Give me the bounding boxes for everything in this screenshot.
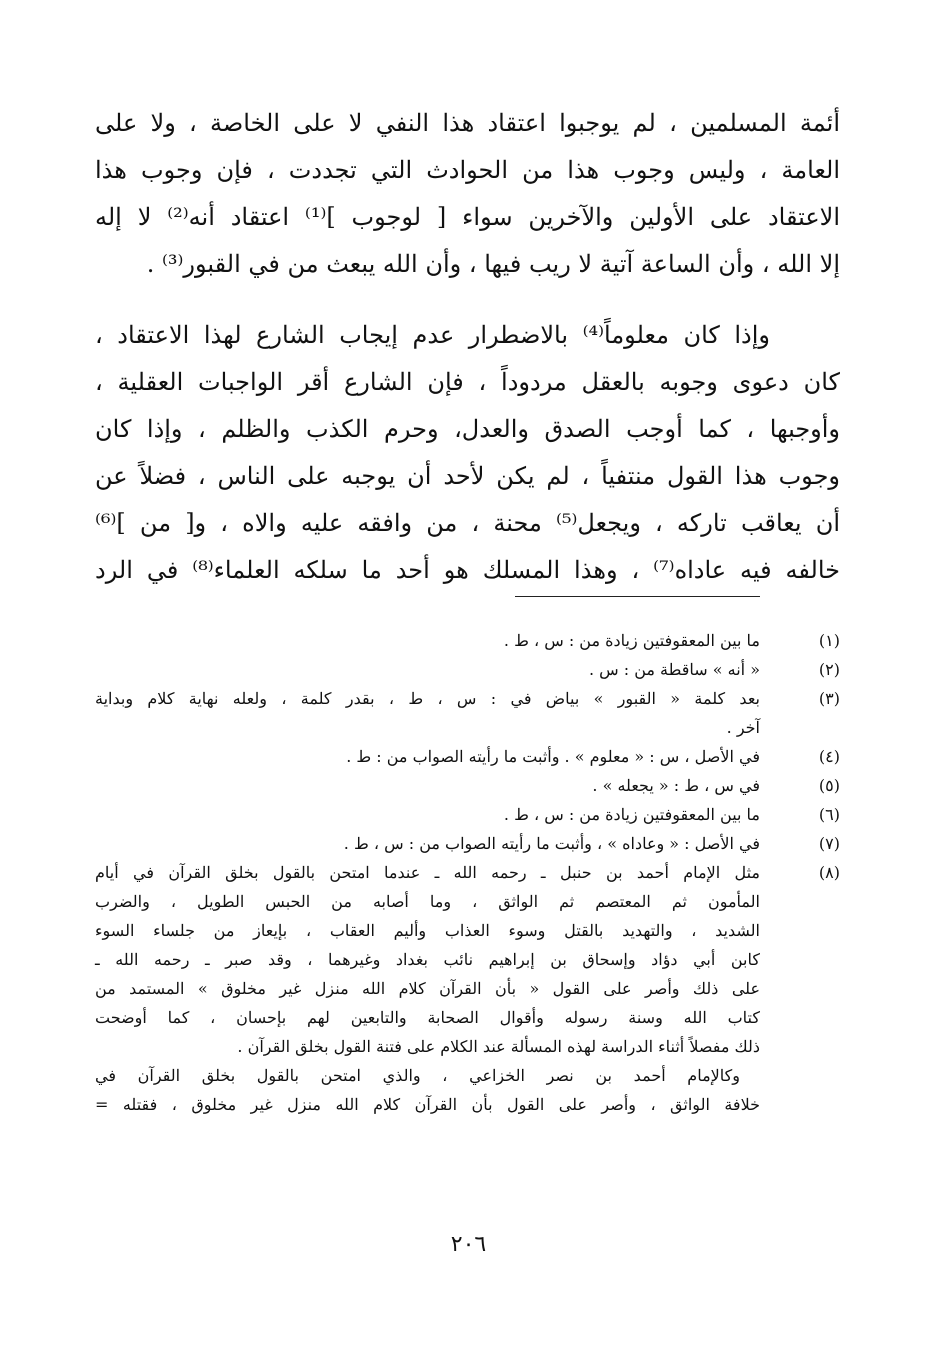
footnote-line: كابن أبي دؤاد وإسحاق بن إبراهيم نائب بغداد وغيرهما ، وقد صبر ـ رحمه الله ـ <box>95 950 760 969</box>
text-line: خالفه فيه عاداه⁽⁷⁾ ، وهذا المسلك هو أحد ما سلكه العلماء⁽⁸⁾ في الرد <box>95 556 841 584</box>
paragraph-1 <box>95 100 840 288</box>
footnote-6 <box>95 800 840 829</box>
footnote-number: (٤) <box>818 747 840 766</box>
footnote-number: (٣) <box>818 689 840 708</box>
text-line: العامة ، وليس وجوب هذا من الحوادث التي تجددت ، فإن وجوب هذا <box>95 156 840 184</box>
page-number: ٢٠٦ <box>450 1232 487 1257</box>
footnote-8 <box>95 858 840 1061</box>
footnote-body <box>95 829 760 858</box>
footnote-number: (٦) <box>818 805 840 824</box>
text-line: وأوجبها ، كما أوجب الصدق والعدل، وحرم الكذب والظلم ، وإذا كان <box>95 415 840 443</box>
footnote-line: الشديد ، والتهديد بالقتل وسوء العذاب وأليم العقاب ، بإيعاز من جلساء السوء <box>95 921 760 940</box>
footnote-body <box>95 800 760 829</box>
footnote-line: مثل الإمام أحمد بن حنبل ـ رحمه الله ـ عندما امتحن بالقول بخلق القرآن في أيام <box>95 863 760 882</box>
footnote-2 <box>95 655 840 684</box>
footnote-number: (١) <box>818 631 840 650</box>
text-line: إلا الله ، وأن الساعة آتية لا ريب فيها ، وأن الله يبعث من في القبور⁽³⁾ . <box>146 250 840 278</box>
footnote-line: في الأصل : « وعاداه » ، وأثبت ما رأيته الصواب من : س ، ط . <box>343 834 760 853</box>
footnote-body <box>95 771 760 800</box>
footnote-8-continuation <box>95 1061 760 1119</box>
footnote-3 <box>95 684 840 742</box>
main-text <box>95 100 840 594</box>
footnote-line: المأمون ثم المعتصم ثم الواثق ، وما أصابه من الحبس الطويل ، والضرب <box>95 892 760 911</box>
footnote-line: خلافة الواثق ، وأصر على القول بأن القرآن كلام الله منزل غير مخلوق ، فقتله = <box>95 1095 760 1114</box>
footnote-body <box>95 655 760 684</box>
footnote-number: (٥) <box>818 776 840 795</box>
footnote-line: كتاب الله وسنة رسوله وأقوال الصحابة والتابعين لهم بإحسان ، كما أوضحت <box>95 1008 760 1027</box>
footnote-4 <box>95 742 840 771</box>
footnote-number: (٧) <box>818 834 840 853</box>
footnote-line: ما بين المعقوفتين زيادة من : س ، ط . <box>503 631 760 650</box>
footnote-divider <box>515 596 760 597</box>
paragraph-gap <box>95 288 840 312</box>
text-line: وإذا كان معلوماً⁽⁴⁾ بالاضطرار عدم إيجاب الشارع لهذا الاعتقاد ، <box>95 321 770 349</box>
footnote-line: « أنه » ساقطة من : س . <box>588 660 760 679</box>
footnote-line: في الأصل ، س : « معلوم » . وأثبت ما رأيته الصواب من : ط . <box>346 747 760 766</box>
footnote-line: ما بين المعقوفتين زيادة من : س ، ط . <box>503 805 760 824</box>
footnote-number: (٢) <box>818 660 840 679</box>
footnote-line: في س ، ط : « يجعله » . <box>592 776 760 795</box>
footnote-7 <box>95 829 840 858</box>
text-line: أئمة المسلمين ، لم يوجبوا اعتقاد هذا النفي لا على الخاصة ، ولا على <box>95 109 840 137</box>
footnote-body <box>95 858 760 1061</box>
footnote-body <box>95 742 760 771</box>
footnote-line: آخر . <box>726 718 760 737</box>
footnote-line: بعد كلمة « القبور » بياض في : س ، ط ، بقدر كلمة ، ولعله نهاية كلام وبداية <box>95 689 760 708</box>
text-line: أن يعاقب تاركه ، ويجعل⁽⁵⁾ محنة ، من وافقه عليه والاه ، و[ من ]⁽⁶⁾ <box>95 509 840 537</box>
footnote-1 <box>95 626 840 655</box>
footnote-body <box>95 684 760 742</box>
footnotes <box>95 626 840 1119</box>
text-line: وجوب هذا القول منتفياً ، لم يكن لأحد أن يوجبه على الناس ، فضلاً عن <box>95 462 840 490</box>
footnote-line: على ذلك وأصر على القول « بأن القرآن كلام الله منزل غير مخلوق » المستمد من <box>95 979 760 998</box>
footnote-line: وكالإمام أحمد بن نصر الخزاعي ، والذي امتحن بالقول بخلق القرآن في <box>95 1066 740 1085</box>
footnote-body <box>95 626 760 655</box>
footnote-line: ذلك مفصلاً أثناء الدراسة لهذه المسألة عند الكلام على فتنة القول بخلق القرآن . <box>237 1037 760 1056</box>
paragraph-2 <box>95 312 840 594</box>
footnote-5 <box>95 771 840 800</box>
text-line: كان دعوى وجوبه بالعقل مردوداً ، فإن الشارع أقر الواجبات العقلية ، <box>95 368 840 396</box>
footnote-number: (٨) <box>818 863 840 882</box>
text-line: الاعتقاد على الأولين والآخرين سواء [ لوجوب ]⁽¹⁾ اعتقاد أنه⁽²⁾ لا إله <box>95 203 841 231</box>
